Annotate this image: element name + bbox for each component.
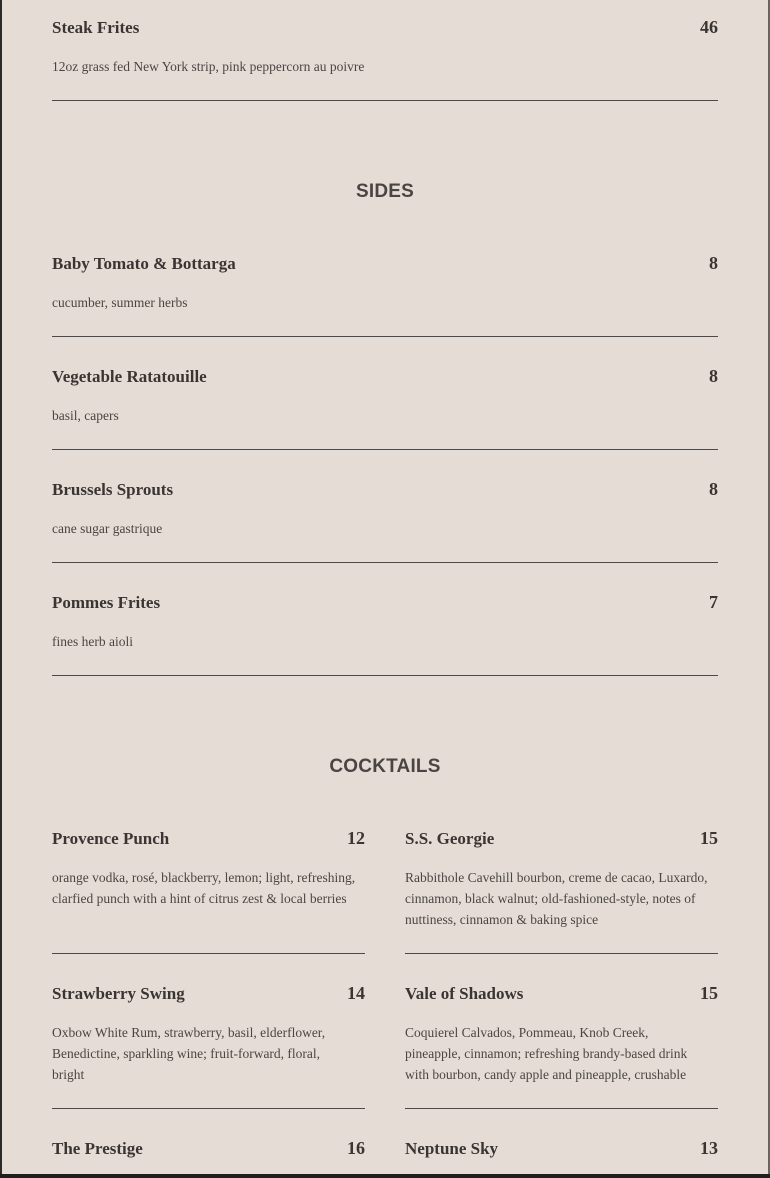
item-name: Vegetable Ratatouille [52,367,207,386]
item-price: 12 [347,828,365,848]
item-price: 15 [700,983,718,1003]
item-name: Brussels Sprouts [52,480,174,499]
item-description: orange vodka, rosé, blackberry, lemon; light, refreshing, clarfied punch with a hint of citrus zest & local berries [52,870,356,906]
item-name: Neptune Sky [405,1139,499,1158]
menu-item-vale-of-shadows [405,983,718,1109]
item-description: Rabbithole Cavehill bourbon, creme de cacao, Luxardo, cinnamon, black walnut; old-fashioned-style, notes of nuttiness, cinnamon & baking spice [405,870,708,927]
item-description: Coquierel Calvados, Pommeau, Knob Creek, pineapple, cinnamon; refreshing brandy-based drink with bourbon, candy apple and pineapple, crushable [405,1025,688,1082]
item-name: Steak Frites [52,18,140,37]
menu-item-steak-frites [52,17,718,101]
item-description: Oxbow White Rum, strawberry, basil, elderflower, Benedictine, sparkling wine; fruit-forward, floral, bright [52,1025,326,1082]
menu-page [2,0,768,1174]
item-name: Provence Punch [52,829,170,848]
item-description: fines herb aioli [52,634,133,649]
item-price: 8 [709,366,718,386]
item-price: 14 [347,983,365,1003]
item-description: cane sugar gastrique [52,521,163,536]
item-price: 7 [709,592,718,612]
item-name: The Prestige [52,1139,143,1158]
item-name: Vale of Shadows [405,984,524,1003]
item-price: 46 [700,17,718,37]
sides-heading: SIDES [355,181,415,202]
menu-item-the-prestige [52,1138,365,1174]
item-name: S.S. Georgie [405,829,495,848]
menu-item-ss-georgie [405,828,718,954]
menu-item-neptune-sky [405,1138,718,1174]
item-price: 15 [700,828,718,848]
menu-item-strawberry-swing [52,983,365,1109]
item-name: Pommes Frites [52,593,161,612]
item-price: 13 [700,1138,718,1158]
item-description: cucumber, summer herbs [52,295,188,310]
menu-item-baby-tomato-bottarga [52,253,718,337]
item-name: Baby Tomato & Bottarga [52,254,236,273]
item-description: basil, capers [52,408,119,423]
menu-item-provence-punch [52,828,365,954]
item-price: 8 [709,253,718,273]
menu-item-vegetable-ratatouille [52,366,718,450]
item-price: 8 [709,479,718,499]
item-name: Strawberry Swing [52,984,185,1003]
item-price: 16 [347,1138,365,1158]
page-edge-bottom [0,1174,770,1178]
item-description: 12oz grass fed New York strip, pink peppercorn au poivre [52,59,365,74]
menu-item-brussels-sprouts [52,479,718,563]
cocktails-heading: COCKTAILS [329,756,441,777]
menu-item-pommes-frites [52,592,718,676]
